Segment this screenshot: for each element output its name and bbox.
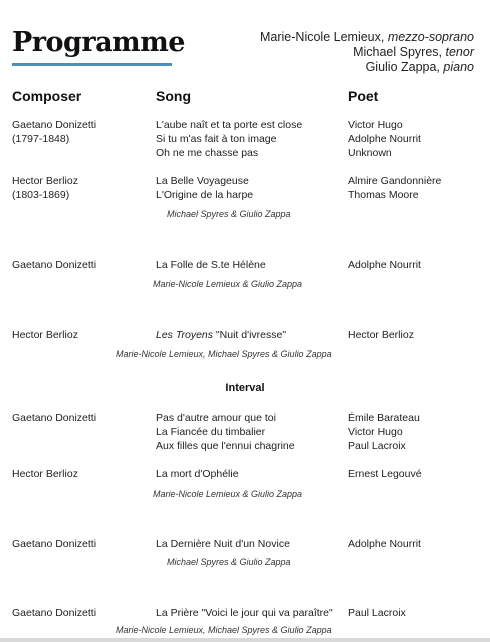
performer-credit: Marie-Nicole Lemieux, Michael Spyres & Giulio Zappa xyxy=(116,349,332,359)
composer-cell: Gaetano Donizetti xyxy=(12,538,97,550)
song-cell: La mort d'Ophélie xyxy=(156,468,239,480)
song-cell: La Prière "Voici le jour qui va paraître" xyxy=(156,607,333,619)
performer-line: Michael Spyres, tenor xyxy=(353,45,474,59)
poet-cell: Almire Gandonnière Thomas Moore xyxy=(348,175,442,201)
composer-cell: Gaetano Donizetti xyxy=(12,259,97,271)
performer-credit: Marie-Nicole Lemieux, Michael Spyres & Giulio Zappa xyxy=(116,625,332,635)
composer-cell: Gaetano Donizetti (1797-1848) xyxy=(12,119,97,145)
poet-cell: Hector Berlioz xyxy=(348,329,414,341)
column-header-composer: Composer xyxy=(12,88,82,104)
composer-cell: Hector Berlioz xyxy=(12,468,78,480)
song-cell: Les Troyens "Nuit d'ivresse" xyxy=(156,329,287,341)
poet-cell: Victor Hugo Adolphe Nourrit Unknown xyxy=(348,119,421,159)
performer-line: Giulio Zappa, piano xyxy=(365,60,474,74)
song-cell: La Belle Voyageuse L'Origine de la harpe xyxy=(156,175,254,201)
poet-cell: Paul Lacroix xyxy=(348,607,406,619)
page-bottom-edge xyxy=(0,638,490,642)
title-underline xyxy=(12,63,172,66)
performer-credit: Marie-Nicole Lemieux & Giulio Zappa xyxy=(153,489,303,499)
interval-heading: Interval xyxy=(225,382,265,394)
composer-cell: Gaetano Donizetti xyxy=(12,412,97,424)
song-cell: L'aube naît et ta porte est close Si tu m'as fait à ton image Oh ne me chasse pas xyxy=(156,119,303,159)
column-header-poet: Poet xyxy=(348,88,379,104)
performer-credit: Marie-Nicole Lemieux & Giulio Zappa xyxy=(153,279,303,289)
song-cell: La Folle de S.te Hélène xyxy=(156,259,266,271)
composer-cell: Gaetano Donizetti xyxy=(12,607,97,619)
poet-cell: Adolphe Nourrit xyxy=(348,259,421,271)
poet-cell: Ernest Legouvé xyxy=(348,468,422,480)
performers-block xyxy=(260,30,474,75)
song-cell: Pas d'autre amour que toi La Fiancée du timbalier Aux filles que l'ennui chagrine xyxy=(156,412,295,452)
performer-credit: Michael Spyres & Giulio Zappa xyxy=(167,557,291,567)
composer-cell: Hector Berlioz (1803-1869) xyxy=(12,175,78,201)
column-header-song: Song xyxy=(156,88,191,104)
song-cell: La Dernière Nuit d'un Novice xyxy=(156,538,290,550)
poet-cell: Adolphe Nourrit xyxy=(348,538,421,550)
performer-credit: Michael Spyres & Giulio Zappa xyxy=(167,209,291,219)
page-title: Programme xyxy=(12,27,185,58)
performer-line: Marie-Nicole Lemieux, mezzo-soprano xyxy=(260,30,474,44)
composer-cell: Hector Berlioz xyxy=(12,329,78,341)
poet-cell: Émile Barateau Victor Hugo Paul Lacroix xyxy=(348,412,420,452)
